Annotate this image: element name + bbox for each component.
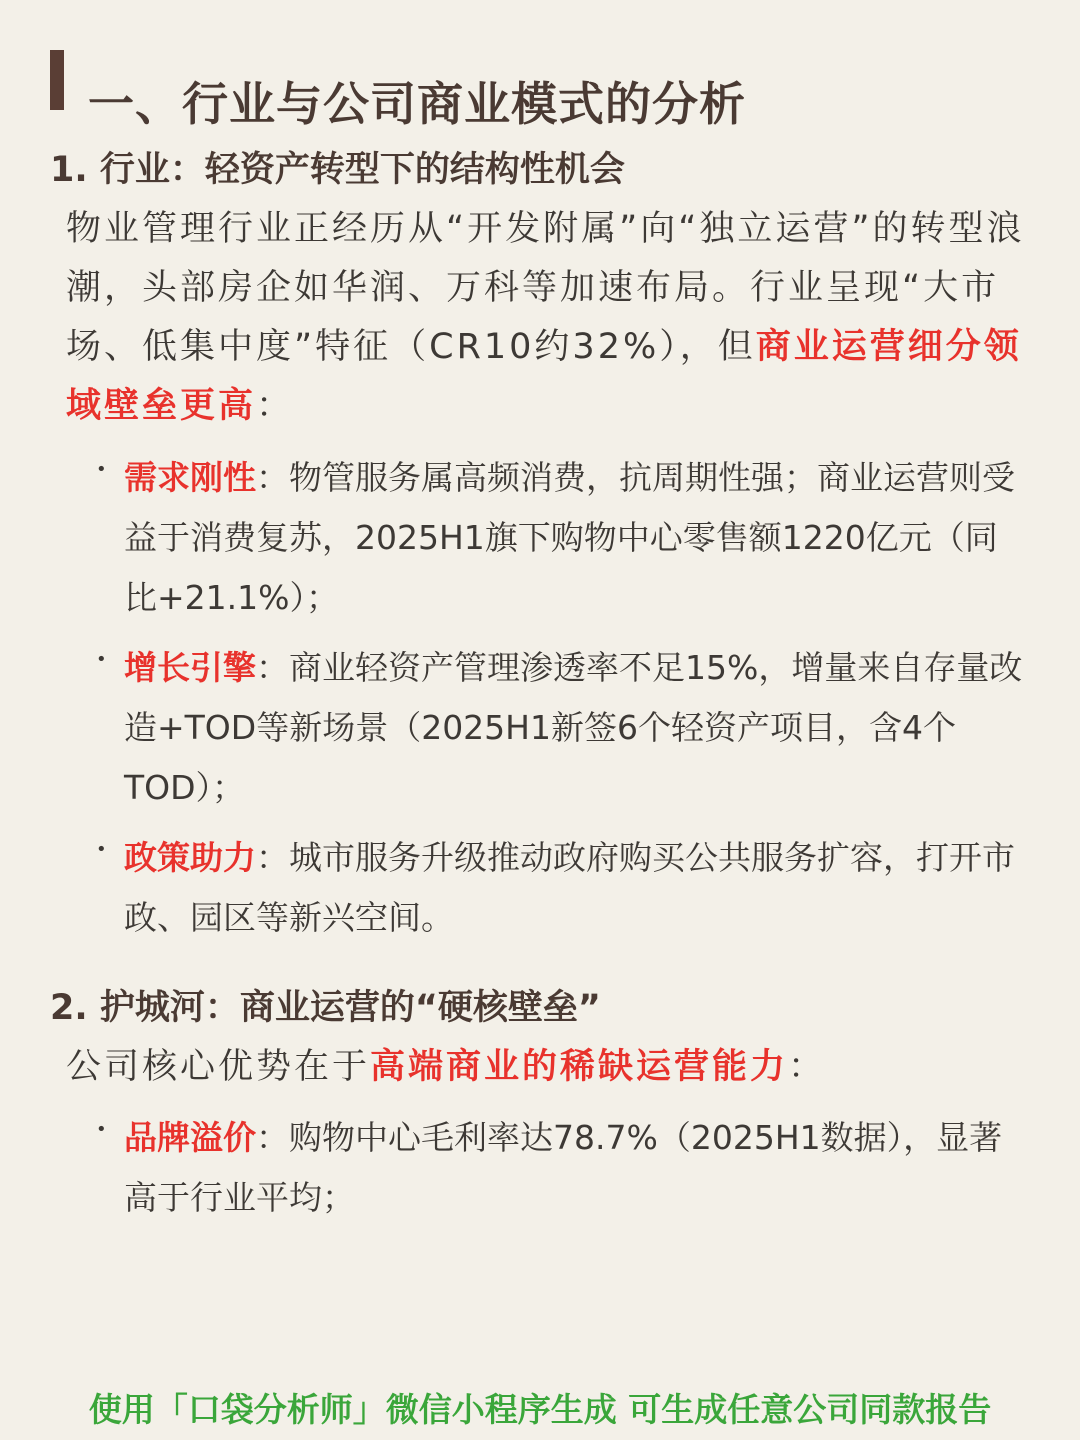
footer-promo-text: 使用「口袋分析师」微信小程序生成 可生成任意公司同款报告 [88, 1390, 992, 1429]
section-1-paragraph-text: 物业管理行业正经历从“开发附属”向“独立运营”的转型浪潮，头部房企如华润、万科等加速布局。行业呈现“大市场、低集中度”特征（CR10约32%），但 [66, 209, 1025, 367]
section-1-highlight: 商业运营细分领域壁垒更高 [66, 327, 1022, 426]
bullet-text: ：购物中心毛利率达78.7%（2025H1数据），显著高于行业平均； [124, 1118, 1003, 1217]
bullet-item-demand [96, 448, 1026, 628]
title-accent-bar [50, 50, 64, 110]
section-2-title: 2. 护城河：商业运营的“硬核壁垒” [50, 988, 601, 1028]
bullet-dot-icon: • [96, 459, 107, 480]
page-title: 一、行业与公司商业模式的分析 [88, 77, 746, 131]
section-2-paragraph-end: ： [788, 1047, 827, 1087]
section-1-paragraph-end: ： [256, 386, 295, 426]
bullet-text: ：商业轻资产管理渗透率不足15%，增量来自存量改造+TOD等新场景（2025H1新签6个轻资产项目，含4个TOD）； [124, 648, 1023, 807]
bullet-label: 增长引擎 [124, 648, 256, 687]
section-2-paragraph [66, 1038, 1026, 1097]
section-2-highlight: 高端商业的稀缺运营能力 [370, 1047, 789, 1087]
bullet-label: 品牌溢价 [124, 1118, 256, 1157]
bullet-item-growth [96, 638, 1026, 818]
bullet-label: 政策助力 [124, 838, 256, 877]
bullet-dot-icon: • [96, 839, 107, 860]
bullet-dot-icon: • [96, 649, 107, 670]
section-1-title: 1. 行业：轻资产转型下的结构性机会 [50, 150, 625, 190]
bullet-text: ：城市服务升级推动政府购买公共服务扩容，打开市政、园区等新兴空间。 [124, 838, 1015, 937]
bullet-dot-icon: • [96, 1119, 107, 1140]
bullet-label: 需求刚性 [124, 458, 256, 497]
section-1-paragraph [66, 200, 1026, 436]
bullet-item-brand [96, 1108, 1026, 1228]
bullet-item-policy [96, 828, 1026, 948]
bullet-text: ：物管服务属高频消费，抗周期性强；商业运营则受益于消费复苏，2025H1旗下购物中心零售额1220亿元（同比+21.1%）； [124, 458, 1015, 617]
section-2-paragraph-text: 公司核心优势在于 [66, 1047, 371, 1087]
